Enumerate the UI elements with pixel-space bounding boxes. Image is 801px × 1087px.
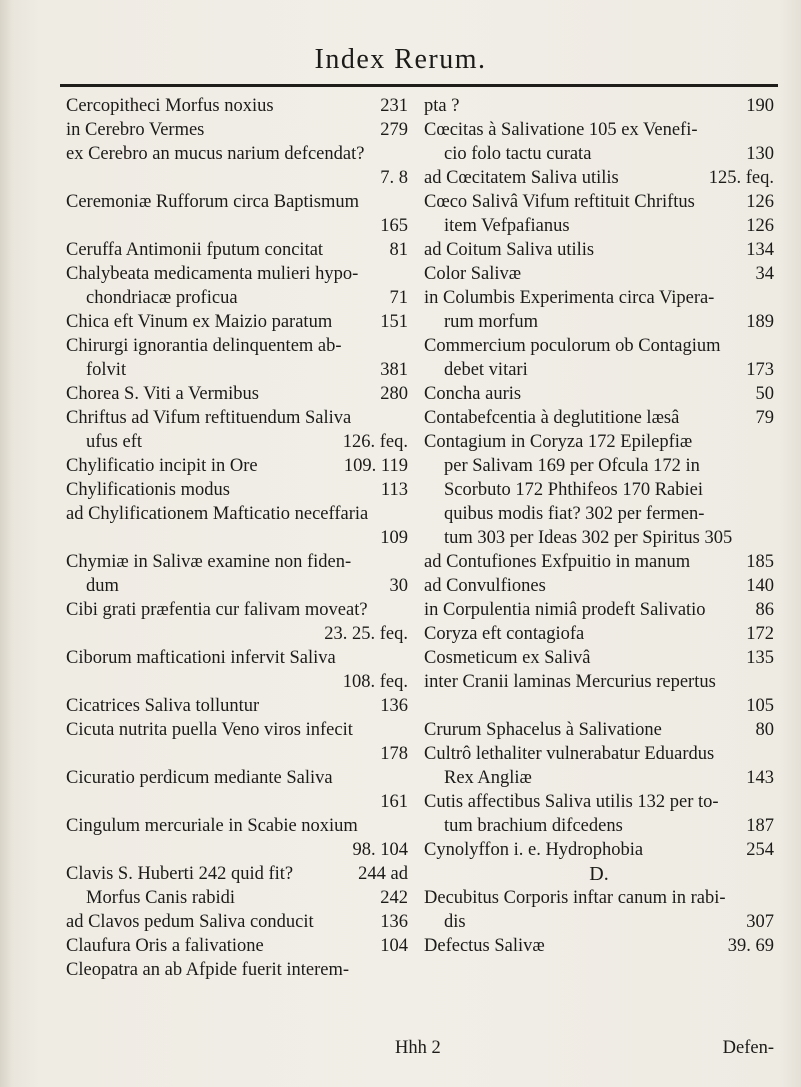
index-entry <box>66 190 408 214</box>
entry-text: Claufura Oris a falivatione <box>66 936 264 956</box>
entry-page-ref: 126 <box>746 192 774 212</box>
index-entry <box>66 670 408 694</box>
entry-page-ref: 178 <box>380 744 408 764</box>
entry-page-ref: 39. 69 <box>727 936 774 956</box>
entry-text: Chorea S. Viti a Vermibus <box>66 384 259 404</box>
index-entry <box>66 790 408 814</box>
entry-page-ref: 80 <box>755 720 774 740</box>
index-entry <box>66 142 408 166</box>
index-entry <box>424 934 774 958</box>
entry-text: Contabefcentia à deglutitione læsâ <box>424 408 680 428</box>
entry-text: Cleopatra an ab Afpide fuerit interem- <box>66 960 350 980</box>
entry-page-ref: 189 <box>746 312 774 332</box>
index-entry <box>424 574 774 598</box>
entry-page-ref: 71 <box>389 288 408 308</box>
index-entry <box>66 958 408 982</box>
index-entry <box>424 310 774 334</box>
entry-page-ref: 108. feq. <box>342 672 408 692</box>
entry-text: Cicuratio perdicum mediante Saliva <box>66 768 333 788</box>
index-entry <box>424 838 774 862</box>
entry-text: Defectus Salivæ <box>424 936 545 956</box>
index-entry <box>66 238 408 262</box>
entry-text: Chylificatio incipit in Ore <box>66 456 258 476</box>
entry-page-ref: 7. 8 <box>380 168 408 188</box>
entry-text: Chymiæ in Salivæ examine non fiden- <box>66 552 352 572</box>
index-entry <box>424 718 774 742</box>
entry-text: tum brachium difcedens <box>444 816 623 836</box>
entry-text: rum morfum <box>444 312 539 332</box>
entry-page-ref: 104 <box>380 936 408 956</box>
entry-page-ref: 279 <box>380 120 408 140</box>
index-entry <box>66 622 408 646</box>
running-header <box>0 44 801 76</box>
entry-text: tum 303 per Ideas 302 per Spiritus 305 <box>444 528 733 548</box>
index-entry <box>66 214 408 238</box>
entry-page-ref: 151 <box>380 312 408 332</box>
index-entry <box>66 598 408 622</box>
index-entry <box>66 334 408 358</box>
entry-page-ref: 136 <box>380 696 408 716</box>
index-entry <box>66 478 408 502</box>
entry-page-ref: 242 <box>380 888 408 908</box>
entry-page-ref: 126. feq. <box>342 432 408 452</box>
entry-text: ad Cœcitatem Saliva utilis <box>424 168 619 188</box>
index-entry <box>424 382 774 406</box>
entry-text: Chirurgi ignorantia delinquentem ab- <box>66 336 342 356</box>
entry-page-ref: 172 <box>746 624 774 644</box>
entry-text: chondriacæ proficua <box>86 288 238 308</box>
entry-page-ref: 161 <box>380 792 408 812</box>
index-entry <box>424 694 774 718</box>
entry-page-ref: 173 <box>746 360 774 380</box>
entry-text: Cultrô lethaliter vulnerabatur Eduardus <box>424 744 715 764</box>
entry-text: ex Cerebro an mucus narium defcendat? <box>66 144 365 164</box>
entry-page-ref: 130 <box>746 144 774 164</box>
index-entry <box>424 430 774 454</box>
index-entry <box>424 94 774 118</box>
index-entry <box>66 502 408 526</box>
index-entry <box>424 670 774 694</box>
entry-text: Cœcitas à Salivatione 105 ex Venefi- <box>424 120 698 140</box>
index-entry <box>66 934 408 958</box>
entry-page-ref: 280 <box>380 384 408 404</box>
entry-page-ref: 140 <box>746 576 774 596</box>
entry-text: Cutis affectibus Saliva utilis 132 per to- <box>424 792 719 812</box>
entry-page-ref: 307 <box>746 912 774 932</box>
index-entry <box>424 742 774 766</box>
index-entry <box>424 166 774 190</box>
entry-text: Chriftus ad Vifum reftituendum Saliva <box>66 408 352 428</box>
index-entry <box>66 358 408 382</box>
entry-text: Contagium in Coryza 172 Epilepfiæ <box>424 432 693 452</box>
entry-text: ad Coitum Saliva utilis <box>424 240 595 260</box>
index-entry <box>424 262 774 286</box>
index-entry <box>424 646 774 670</box>
entry-text: Decubitus Corporis inftar canum in rabi- <box>424 888 726 908</box>
entry-text: Cicatrices Saliva tolluntur <box>66 696 260 716</box>
entry-text: Clavis S. Huberti 242 quid fit? <box>66 864 294 884</box>
index-entry <box>66 454 408 478</box>
index-entry <box>424 814 774 838</box>
index-entry <box>66 910 408 934</box>
entry-text: Rex Angliæ <box>444 768 532 788</box>
entry-text: Cibi grati præfentia cur falivam moveat? <box>66 600 368 620</box>
entry-page-ref: 105 <box>746 696 774 716</box>
index-entry <box>66 766 408 790</box>
entry-text: D. <box>589 863 609 885</box>
entry-text: folvit <box>86 360 127 380</box>
entry-text: quibus modis fiat? 302 per fermen- <box>444 504 705 524</box>
entry-page-ref: 135 <box>746 648 774 668</box>
entry-text: debet vitari <box>444 360 528 380</box>
entry-page-ref: 126 <box>746 216 774 236</box>
header-index-word: Index <box>314 44 386 75</box>
index-entry <box>424 286 774 310</box>
index-entry <box>424 526 774 550</box>
index-entry <box>424 622 774 646</box>
entry-text: Cicuta nutrita puella Veno viros infecit <box>66 720 353 740</box>
entry-text: Concha auris <box>424 384 522 404</box>
entry-text: ad Clavos pedum Saliva conducit <box>66 912 314 932</box>
entry-text: dum <box>86 576 119 596</box>
index-entry <box>424 478 774 502</box>
index-entry <box>424 958 774 982</box>
entry-page-ref: 244 ad <box>358 864 408 884</box>
index-entry <box>66 814 408 838</box>
left-index-column <box>66 94 408 982</box>
entry-page-ref: 165 <box>380 216 408 236</box>
entry-page-ref: 187 <box>746 816 774 836</box>
index-entry <box>424 886 774 910</box>
index-entry <box>66 862 408 886</box>
entry-text: Ceremoniæ Rufforum circa Baptismum <box>66 192 360 212</box>
index-entry <box>66 430 408 454</box>
index-entry <box>66 262 408 286</box>
entry-page-ref: 86 <box>755 600 774 620</box>
index-entry <box>66 94 408 118</box>
entry-text: Crurum Sphacelus à Salivatione <box>424 720 662 740</box>
index-entry <box>66 406 408 430</box>
entry-text: Ceruffa Antimonii fputum concitat <box>66 240 324 260</box>
entry-page-ref: 23. 25. feq. <box>324 624 408 644</box>
entry-text: Color Salivæ <box>424 264 522 284</box>
entry-page-ref: 231 <box>380 96 408 116</box>
entry-page-ref: 98. 104 <box>352 840 408 860</box>
entry-text: in Cerebro Vermes <box>66 120 205 140</box>
entry-text: dis <box>444 912 466 932</box>
entry-page-ref: 185 <box>746 552 774 572</box>
entry-page-ref: 143 <box>746 768 774 788</box>
entry-page-ref: 381 <box>380 360 408 380</box>
index-entry <box>424 118 774 142</box>
entry-text: inter Cranii laminas Mercurius repertus <box>424 672 716 692</box>
signature-mark: Hhh 2 <box>395 1038 441 1058</box>
entry-text: Commercium poculorum ob Contagium <box>424 336 721 356</box>
entry-page-ref: 50 <box>755 384 774 404</box>
index-entry <box>66 838 408 862</box>
index-entry <box>66 646 408 670</box>
catchword: Defen- <box>722 1038 774 1058</box>
index-entry <box>424 214 774 238</box>
entry-page-ref: 109 <box>380 528 408 548</box>
index-entry <box>424 358 774 382</box>
header-rule <box>60 84 778 87</box>
entry-text: Cingulum mercuriale in Scabie noxium <box>66 816 358 836</box>
index-entry <box>424 142 774 166</box>
entry-page-ref: 125. feq. <box>708 168 774 188</box>
header-rerum-word: Rerum. <box>394 44 487 75</box>
entry-page-ref: 30 <box>389 576 408 596</box>
index-entry <box>66 694 408 718</box>
entry-text: item Vefpafianus <box>444 216 570 236</box>
index-entry <box>424 598 774 622</box>
entry-page-ref: 136 <box>380 912 408 932</box>
index-entry <box>66 886 408 910</box>
right-index-column <box>424 94 774 982</box>
index-entry <box>66 742 408 766</box>
index-entry <box>424 502 774 526</box>
entry-page-ref: 79 <box>755 408 774 428</box>
entry-text: ad Chylificationem Mafticatio neceffaria <box>66 504 369 524</box>
index-entry <box>66 310 408 334</box>
index-entry <box>424 550 774 574</box>
index-entry <box>424 790 774 814</box>
entry-text: in Corpulentia nimiâ prodeft Salivatio <box>424 600 706 620</box>
entry-text: ad Convulfiones <box>424 576 546 596</box>
entry-text: Cosmeticum ex Salivâ <box>424 648 591 668</box>
entry-page-ref: 190 <box>746 96 774 116</box>
index-entry <box>66 382 408 406</box>
index-entry <box>424 238 774 262</box>
entry-page-ref: 113 <box>380 480 408 500</box>
index-entry <box>66 166 408 190</box>
index-entry <box>66 526 408 550</box>
entry-text: Cynolyffon i. e. Hydrophobia <box>424 840 644 860</box>
entry-text: Scorbuto 172 Phthifeos 170 Rabiei <box>444 480 703 500</box>
entry-text: Morfus Canis rabidi <box>86 888 236 908</box>
entry-text: Cœco Salivâ Vifum reftituit Chriftus <box>424 192 695 212</box>
page-gutter-shadow <box>0 0 12 1087</box>
index-entry <box>424 862 774 886</box>
entry-text: pta ? <box>424 96 460 116</box>
index-entry <box>66 574 408 598</box>
index-entry <box>424 454 774 478</box>
index-entry <box>66 286 408 310</box>
index-entry <box>424 334 774 358</box>
index-entry <box>424 190 774 214</box>
entry-page-ref: 81 <box>389 240 408 260</box>
entry-text: Cercopitheci Morfus noxius <box>66 96 274 116</box>
entry-text: Ciborum mafticationi infervit Saliva <box>66 648 336 668</box>
entry-text: Coryza eft contagiofa <box>424 624 585 644</box>
index-entry <box>66 550 408 574</box>
entry-text: Chica eft Vinum ex Maizio paratum <box>66 312 333 332</box>
index-entry <box>66 718 408 742</box>
entry-page-ref: 254 <box>746 840 774 860</box>
entry-text: ufus eft <box>86 432 142 452</box>
entry-page-ref: 134 <box>746 240 774 260</box>
entry-text: per Salivam 169 per Ofcula 172 in <box>444 456 700 476</box>
entry-text: cio folo tactu curata <box>444 144 592 164</box>
entry-text: in Columbis Experimenta circa Vipera- <box>424 288 715 308</box>
entry-text: Chalybeata medicamenta mulieri hypo- <box>66 264 359 284</box>
index-entry <box>424 910 774 934</box>
entry-page-ref: 34 <box>755 264 774 284</box>
index-entry <box>424 406 774 430</box>
index-entry <box>424 766 774 790</box>
entry-text: ad Contufiones Exfpuitio in manum <box>424 552 691 572</box>
entry-page-ref: 109. 119 <box>343 456 408 476</box>
entry-text: Chylificationis modus <box>66 480 230 500</box>
index-entry <box>66 118 408 142</box>
